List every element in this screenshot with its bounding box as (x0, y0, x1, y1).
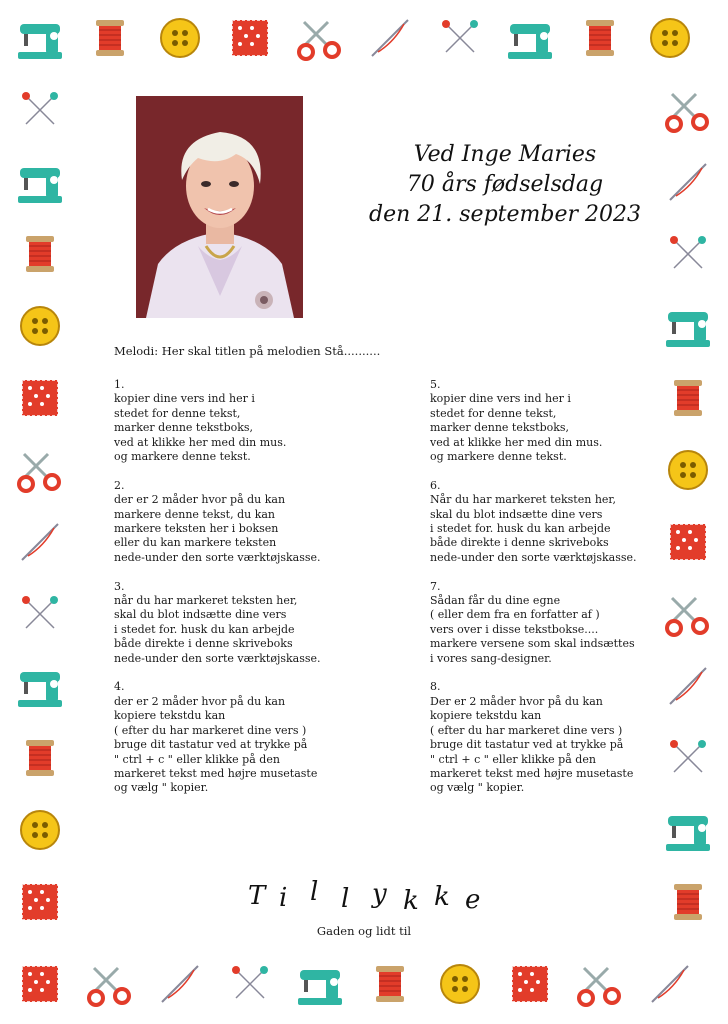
verse-number: 6. (430, 478, 441, 492)
verse (114, 580, 374, 666)
verse-line: i stedet for. husk du kan arbejde (430, 522, 611, 536)
verse-line: kopiere tekstdu kan (430, 709, 542, 723)
verse-line: ( efter du har markeret dine vers ) (114, 723, 307, 737)
verse-line: marker denne tekstboks, (114, 421, 254, 435)
fabric-patch-icon (14, 876, 66, 928)
verse-line: " ctrl + c " eller klikke på den (430, 752, 596, 766)
pins-icon (14, 84, 66, 136)
verse-line: ved at klikke her med din mus. (114, 435, 287, 449)
thread-spool-icon (662, 876, 714, 928)
verse-line: både direkte i denne skriveboks (114, 637, 293, 651)
verse-line: Sådan får du dine egne (430, 594, 561, 608)
verse-line: kopiere tekstdu kan (114, 709, 226, 723)
fabric-patch-icon (504, 958, 556, 1010)
needle-icon (154, 958, 206, 1010)
verse-line: nede-under den sorte værktøjskasse. (430, 550, 637, 564)
sewing-machine-icon (14, 156, 66, 208)
verse-line: i stedet for. husk du kan arbejde (114, 622, 295, 636)
scissors-icon (574, 958, 626, 1010)
greeting-letter: T (248, 881, 287, 911)
verse-column-left (114, 378, 374, 810)
verse-line: ( efter du har markeret dine vers ) (430, 723, 623, 737)
pins-icon (662, 228, 714, 280)
heading-line-3: den 21. september 2023 (369, 202, 641, 227)
button-icon (434, 958, 486, 1010)
event-heading (360, 140, 650, 230)
pins-icon (434, 12, 486, 64)
verse-number: 2. (114, 478, 125, 492)
verse-line: når du har markeret teksten her, (114, 594, 298, 608)
button-icon (14, 300, 66, 352)
greeting-letter: k (403, 886, 440, 916)
verse-number: 7. (430, 579, 441, 593)
portrait-image (136, 96, 303, 318)
thread-spool-icon (364, 958, 416, 1010)
verse-number: 5. (430, 378, 441, 391)
verse (430, 680, 690, 795)
verse-line: skal du blot indsætte dine vers (114, 608, 287, 622)
sewing-machine-icon (504, 12, 556, 64)
verse-line: i vores sang-designer. (430, 651, 552, 665)
verse-line: Der er 2 måder hvor på du kan (430, 694, 603, 708)
greeting-letter: i (279, 883, 309, 913)
sender-line: Gaden og lidt til (316, 924, 412, 938)
thread-spool-icon (84, 12, 136, 64)
needle-icon (364, 12, 416, 64)
fabric-patch-icon (224, 12, 276, 64)
needle-icon (662, 156, 714, 208)
verse-line: markeret tekst med højre musetaste (430, 766, 634, 780)
sewing-machine-icon (14, 12, 66, 64)
verse-line: stedet for denne tekst, (114, 406, 241, 420)
needle-icon (644, 958, 696, 1010)
needle-icon (14, 516, 66, 568)
thread-spool-icon (14, 228, 66, 280)
greeting-letter: y (372, 879, 408, 909)
verse-line: bruge dit tastatur ved at trykke på (430, 738, 624, 752)
greeting-word (240, 876, 502, 926)
thread-spool-icon (14, 732, 66, 784)
verse-number: 1. (114, 378, 125, 391)
verse-line: der er 2 måder hvor på du kan (114, 493, 286, 507)
thread-spool-icon (574, 12, 626, 64)
verse-line: ved at klikke her med din mus. (430, 435, 603, 449)
fabric-patch-icon (14, 958, 66, 1010)
verse-number: 4. (114, 680, 125, 694)
sewing-machine-icon (662, 300, 714, 352)
verse-line: markere denne tekst, du kan (114, 507, 275, 521)
scissors-icon (84, 958, 136, 1010)
verse-line: nede-under den sorte værktøjskasse. (114, 651, 321, 665)
verse-line: eller du kan markere teksten (114, 536, 277, 550)
verse-line: ( eller dem fra en forfatter af ) (430, 608, 600, 622)
verse-line: markere teksten her i boksen (114, 522, 279, 536)
button-icon (644, 12, 696, 64)
button-icon (154, 12, 206, 64)
scissors-icon (14, 444, 66, 496)
greeting-letter: l (341, 884, 371, 914)
verse-line: både direkte i denne skriveboks (430, 536, 609, 550)
sewing-machine-icon (662, 804, 714, 856)
fabric-patch-icon (14, 372, 66, 424)
scissors-icon (662, 84, 714, 136)
portrait-photo (136, 96, 303, 318)
verse (430, 479, 690, 565)
pins-icon (224, 958, 276, 1010)
verse-line: " ctrl + c " eller klikke på den (114, 752, 280, 766)
verse-line: kopier dine vers ind her i (430, 392, 571, 406)
heading-line-1: Ved Inge Maries (413, 142, 597, 167)
verse-line: kopier dine vers ind her i (114, 392, 255, 406)
verse (114, 479, 374, 565)
melody-line: Melodi: Her skal titlen på melodien Stå.......... (114, 344, 381, 358)
verse-line: og vælg " kopier. (430, 781, 525, 795)
sewing-machine-icon (14, 660, 66, 712)
heading-line-2: 70 års fødselsdag (406, 172, 604, 197)
scissors-icon (294, 12, 346, 64)
sewing-machine-icon (294, 958, 346, 1010)
verse (430, 378, 690, 464)
pins-icon (14, 588, 66, 640)
verse-line: nede-under den sorte værktøjskasse. (114, 550, 321, 564)
verse (430, 580, 690, 666)
verse-line: Når du har markeret teksten her, (430, 493, 616, 507)
verse-line: marker denne tekstboks, (430, 421, 570, 435)
verse-line: markere versene som skal indsættes (430, 637, 635, 651)
verse-line: stedet for denne tekst, (430, 406, 557, 420)
verse-line: og vælg " kopier. (114, 781, 209, 795)
verse-line: og markere denne tekst. (430, 450, 567, 464)
greeting-letter: k (434, 882, 471, 912)
verse-number: 8. (430, 680, 441, 694)
verse-line: bruge dit tastatur ved at trykke på (114, 738, 308, 752)
verse-number: 3. (114, 579, 125, 593)
verse (114, 680, 374, 795)
verse-line: og markere denne tekst. (114, 450, 251, 464)
button-icon (14, 804, 66, 856)
verse-line: markeret tekst med højre musetaste (114, 766, 318, 780)
verse-column-right (430, 378, 690, 810)
verse-line: vers over i disse tekstbokse.... (430, 622, 599, 636)
verse-line: skal du blot indsætte dine vers (430, 507, 603, 521)
verse (114, 378, 374, 464)
greeting-letter: e (465, 885, 502, 915)
verse-line: der er 2 måder hvor på du kan (114, 694, 286, 708)
greeting-letter: l (310, 877, 340, 907)
